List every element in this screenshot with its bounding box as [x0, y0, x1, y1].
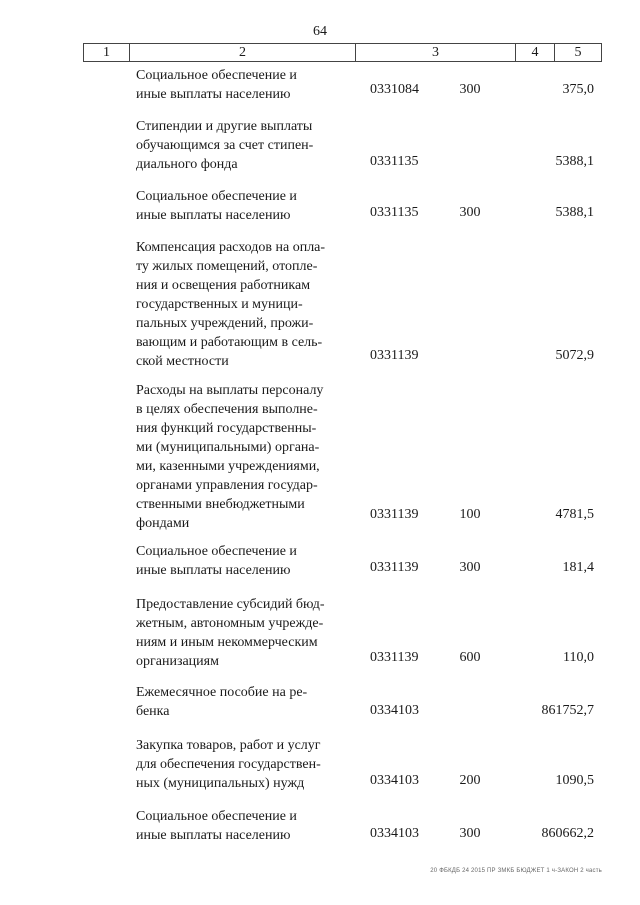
row-expense-type: 600 — [459, 650, 481, 665]
row-expense-type: 100 — [459, 507, 481, 522]
row-code: 0331139 — [370, 348, 419, 363]
header-col-4: 4 — [515, 44, 554, 61]
row-code: 0331135 — [370, 205, 419, 220]
row-description: Социальное обеспечение и иные выплаты населению — [136, 809, 297, 843]
row-amount: 5388,1 — [555, 154, 594, 169]
row-code: 0331139 — [370, 507, 419, 522]
row-expense-type: 300 — [459, 826, 481, 841]
row-description: Расходы на выплаты персоналу в целях обеспечения выполне- ния функций государственны- ми (муниципальными) органа- ми, казенными учреждениями, органами управления государ- ственными внебюджетными фондами — [136, 383, 324, 531]
row-amount: 4781,5 — [555, 507, 594, 522]
row-code: 0331084 — [370, 82, 419, 97]
row-amount: 375,0 — [562, 82, 594, 97]
row-expense-type: 300 — [459, 560, 481, 575]
row-description: Социальное обеспечение и иные выплаты населению — [136, 544, 297, 578]
row-code: 0331139 — [370, 650, 419, 665]
row-amount: 181,4 — [562, 560, 594, 575]
row-expense-type: 300 — [459, 205, 481, 220]
row-description: Компенсация расходов на опла- ту жилых помещений, отопле- ния и освещения работникам государственных и муници- пальных учреждений, прожи- вающим и работающим в сель- ской местности — [136, 240, 326, 369]
header-col-3: 3 — [355, 44, 515, 61]
row-description: Стипендии и другие выплаты обучающимся за счет стипен- диального фонда — [136, 119, 314, 172]
row-description: Социальное обеспечение и иные выплаты населению — [136, 68, 297, 102]
page-number: 64 — [313, 24, 327, 39]
header-col-5: 5 — [554, 44, 601, 61]
table-header — [83, 43, 602, 62]
header-col-1: 1 — [103, 45, 110, 60]
row-code: 0331135 — [370, 154, 419, 169]
row-description: Ежемесячное пособие на ре- бенка — [136, 685, 308, 719]
row-description: Социальное обеспечение и иные выплаты населению — [136, 189, 297, 223]
row-amount: 5072,9 — [555, 348, 594, 363]
footer-stamp: 20 ФБКДБ 24 2015 ПР ЗМКБ БЮДЖЕТ 1 ч-ЗАКОН 2 часть — [430, 868, 602, 874]
row-description: Предоставление субсидий бюд- жетным, автономным учрежде- ниям и иным некоммерческим организациям — [136, 597, 325, 669]
row-amount: 110,0 — [563, 650, 594, 665]
row-amount: 5388,1 — [555, 205, 594, 220]
row-description: Закупка товаров, работ и услуг для обеспечения государствен- ных (муниципальных) нужд — [136, 738, 321, 791]
row-code: 0334103 — [370, 703, 419, 718]
row-code: 0334103 — [370, 773, 419, 788]
row-amount: 860662,2 — [541, 826, 594, 841]
header-col-2: 2 — [129, 44, 355, 61]
row-amount: 861752,7 — [541, 703, 594, 718]
row-amount: 1090,5 — [555, 773, 594, 788]
row-expense-type: 300 — [459, 82, 481, 97]
row-expense-type: 200 — [459, 773, 481, 788]
row-code: 0334103 — [370, 826, 419, 841]
row-code: 0331139 — [370, 560, 419, 575]
